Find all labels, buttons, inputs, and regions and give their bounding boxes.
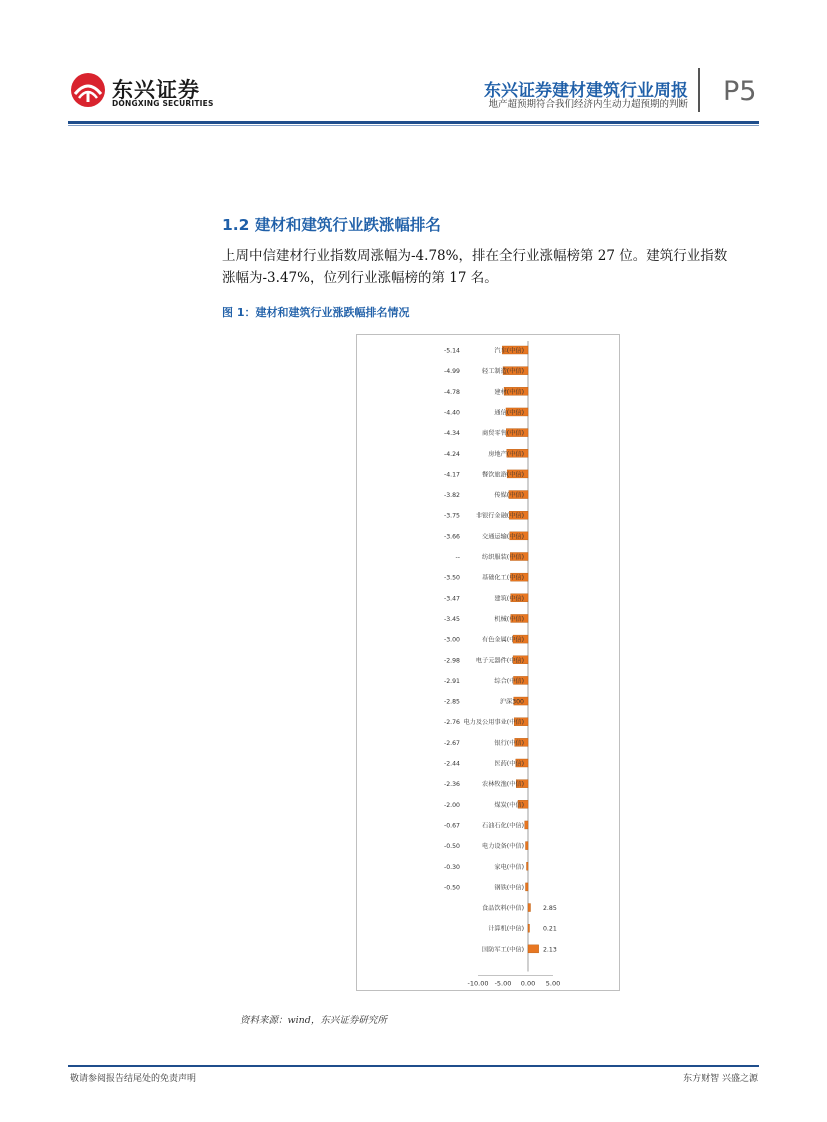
data-label: -4.24 — [443, 450, 460, 458]
category-label: 农林牧渔(中信) — [482, 781, 524, 789]
data-label: -5.14 — [443, 347, 460, 355]
category-label: 交通运输(中信) — [482, 533, 524, 541]
header-divider — [698, 68, 700, 112]
x-tick-label: -10.00 — [467, 979, 489, 988]
footer-rule — [68, 1065, 759, 1067]
data-label: -0.50 — [443, 884, 460, 892]
data-label: -4.99 — [443, 368, 460, 376]
paragraph-line: 上周中信建材行业指数周涨幅为-4.78%，排在全行业涨幅榜第 27 位。建筑行业指数 — [222, 248, 728, 264]
category-label: 建材(中信) — [494, 388, 524, 396]
paragraph-line: 涨幅为-3.47%，位列行业涨幅榜的第 17 名。 — [222, 270, 498, 286]
data-label: -4.17 — [443, 471, 460, 479]
logo-cn-text: 东兴证券 — [112, 78, 200, 102]
category-label: 综合(中信) — [494, 677, 524, 685]
data-label: 2.85 — [543, 905, 557, 913]
category-label: 银行(中信) — [494, 739, 524, 747]
chart-svg — [357, 335, 619, 990]
data-label: -3.82 — [443, 492, 460, 500]
data-label: -2.85 — [443, 698, 460, 706]
category-label: 传媒(中信) — [494, 492, 524, 500]
data-label: -- — [455, 554, 460, 561]
category-label: 石油石化(中信) — [482, 822, 524, 830]
data-label: -3.00 — [443, 636, 460, 644]
x-tick-label: 0.00 — [520, 979, 536, 988]
category-label: 轻工制造(中信) — [482, 368, 524, 376]
chart-bar — [526, 842, 529, 850]
data-label: 0.21 — [543, 925, 557, 933]
data-label: -3.47 — [443, 595, 460, 603]
data-label: -3.50 — [443, 574, 460, 582]
x-tick-label: 5.00 — [545, 979, 561, 988]
header-rule-thin — [68, 125, 759, 126]
data-label: -3.75 — [443, 512, 460, 520]
category-label: 计算机(中信) — [488, 925, 524, 933]
category-label: 有色金属(中信) — [482, 636, 524, 644]
data-label: -2.91 — [443, 677, 460, 685]
category-label: 沪深300 — [499, 698, 524, 706]
category-label: 房地产(中信) — [488, 450, 524, 458]
figure-source: 资料来源：wind，东兴证券研究所 — [240, 1015, 387, 1026]
footer-disclaimer: 敬请参阅报告结尾处的免责声明 — [70, 1074, 197, 1084]
category-label: 机械(中信) — [494, 615, 524, 623]
data-label: -0.50 — [443, 843, 460, 851]
category-label: 电力设备(中信) — [482, 843, 524, 851]
chart-bar — [527, 862, 529, 870]
category-label: 基础化工(中信) — [482, 574, 524, 582]
data-label: -4.78 — [443, 388, 460, 396]
data-label: -4.34 — [443, 430, 460, 438]
data-label: 2.13 — [543, 946, 557, 954]
header-rule — [68, 121, 759, 124]
report-subtitle: 地产超预期符合我们经济内生动力超预期的判断 — [488, 99, 688, 110]
report-title: 东兴证券建材建筑行业周报 — [484, 81, 688, 101]
x-tick-label: -5.00 — [494, 979, 512, 988]
category-label: 商贸零售(中信) — [482, 430, 524, 438]
data-label: -4.40 — [443, 409, 460, 417]
category-label: 煤炭(中信) — [494, 801, 524, 809]
category-label: 食品饮料(中信) — [482, 905, 524, 913]
category-label: 纺织服装(中信) — [482, 554, 524, 561]
category-label: 医药(中信) — [494, 760, 524, 768]
chart-bar — [528, 904, 531, 912]
data-label: -3.45 — [443, 615, 460, 623]
data-label: -2.67 — [443, 739, 460, 747]
data-label: -0.67 — [443, 822, 460, 830]
data-label: -2.76 — [443, 719, 460, 727]
page-number: P5 — [723, 76, 757, 107]
category-label: 国防军工(中信) — [482, 946, 524, 954]
data-label: -0.30 — [443, 863, 460, 871]
category-label: 钢铁(中信) — [494, 884, 524, 892]
data-label: -3.66 — [443, 533, 460, 541]
logo-mark-icon — [70, 72, 106, 108]
category-label: 建筑(中信) — [494, 595, 524, 603]
category-label: 餐饮旅游(中信) — [482, 471, 524, 479]
footer-slogan: 东方财智 兴盛之源 — [683, 1074, 758, 1084]
category-label: 电子元器件(中信) — [475, 657, 524, 665]
section-paragraph — [222, 245, 760, 289]
category-label: 非银行金融(中信) — [475, 512, 524, 520]
bar-chart — [356, 334, 620, 991]
logo-en-text: DONGXING SECURITIES — [112, 99, 214, 108]
chart-bar — [528, 924, 530, 932]
chart-bar — [526, 883, 529, 891]
figure-title: 图 1：建材和建筑行业涨跌幅排名情况 — [222, 306, 410, 319]
data-label: -2.36 — [443, 781, 460, 789]
category-label: 电力及公用事业(中信) — [463, 719, 524, 727]
chart-bar — [525, 821, 528, 829]
data-label: -2.44 — [443, 760, 460, 768]
section-title: 1.2 建材和建筑行业跌涨幅排名 — [222, 216, 441, 234]
chart-bar — [528, 945, 539, 953]
category-label: 汽车(中信) — [494, 347, 524, 355]
data-label: -2.00 — [443, 801, 460, 809]
category-label: 通信(中信) — [494, 409, 524, 417]
data-label: -2.98 — [443, 657, 460, 665]
category-label: 家电(中信) — [494, 863, 524, 871]
